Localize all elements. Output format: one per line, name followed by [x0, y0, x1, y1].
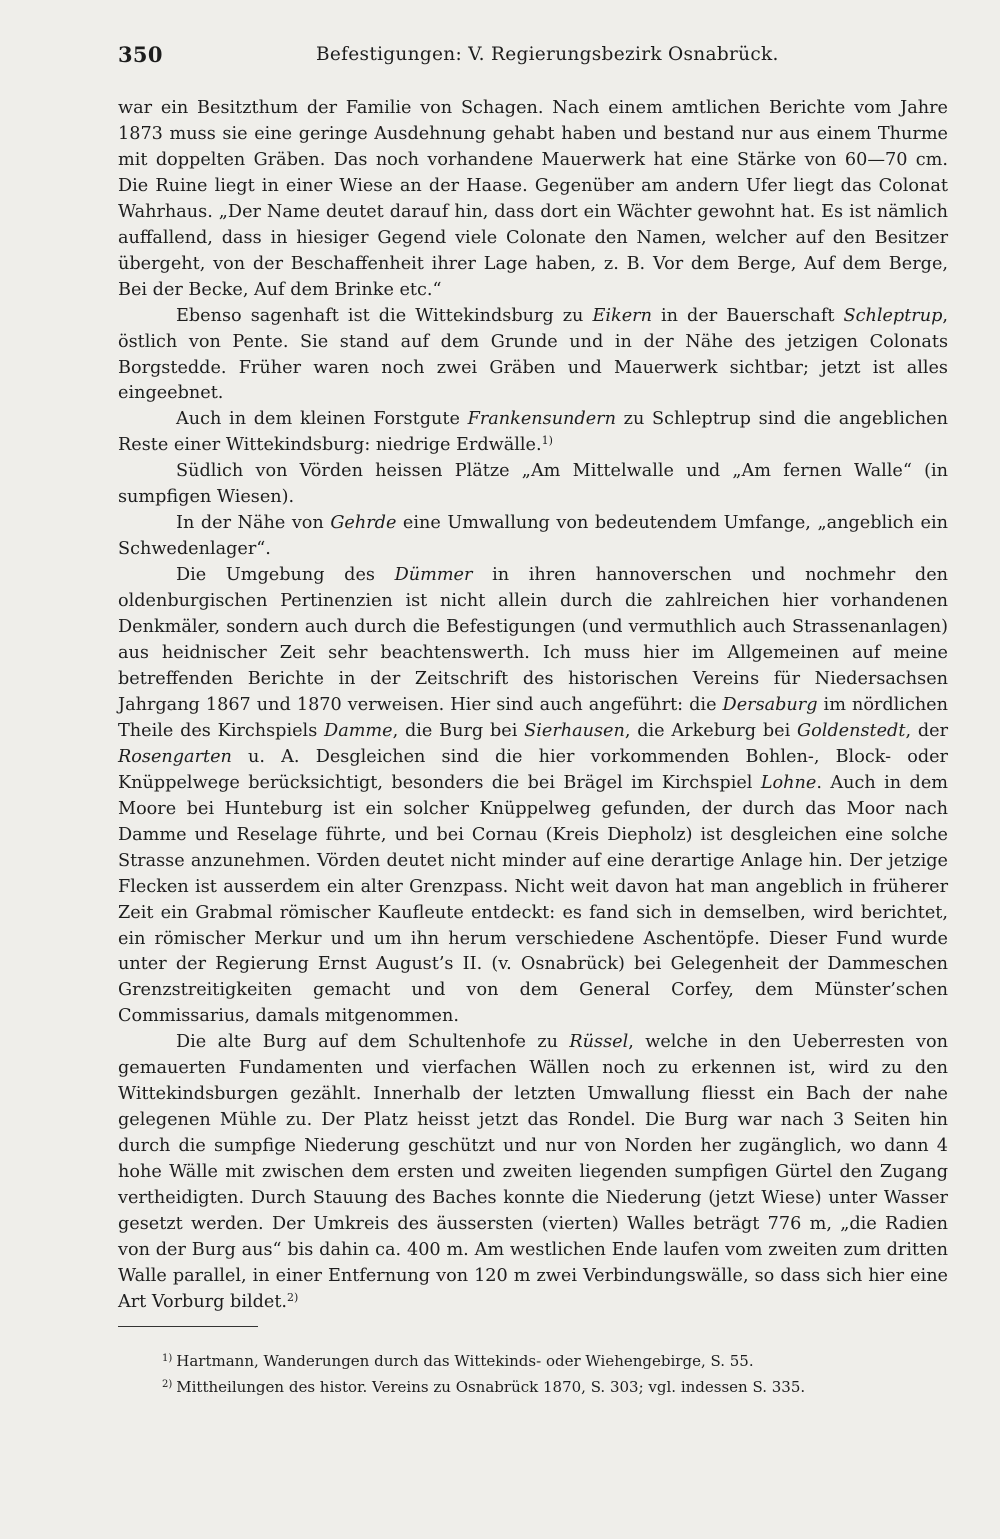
italic-text: Goldenstedt [797, 720, 906, 741]
text-run: eine Umwallung von bedeutendem Umfange, „angeblich ein Schwedenlager“. [118, 513, 948, 560]
italic-text: Schleptrup [843, 305, 943, 326]
text-run: war ein Besitzthum der Familie von Schagen. Nach einem amtlichen Berichte vom Jahre 1873 muss sie eine geringe Ausdehnung gehabt haben und bestand nur aus einem Thurme mit doppelten Gräben. Das noch vorhandene Mauerwerk hat eine Stärke von 60—70 cm. Die Ruine liegt in einer Wiese an der Haase. Gegenüber am andern Ufer liegt das Colonat Wahrhaus. „Der Name deutet darauf hin, dass dort ein Wächter gewohnt hat. Es ist nämlich auffallend, dass in hiesiger Gegend viele Colonate den Namen, welcher auf den Besitzer übergeht, von der Beschaffenheit ihrer Lage haben, z. B. Vor dem Berge, Auf dem Berge, Bei der Becke, Auf dem Brinke etc.“ [118, 98, 948, 300]
italic-text: Dümmer [394, 565, 473, 586]
text-run: , östlich von Pente. Sie stand auf dem Grunde und in der Nähe des jetzigen Colonats Borgstedde. Früher waren noch zwei Gräben und Mauerwerk sichtbar; jetzt ist alles eingeebnet. [118, 305, 948, 404]
italic-text: Rüssel [569, 1032, 629, 1053]
italic-text: Gehrde [330, 513, 397, 534]
text-run: Auch in dem kleinen Forstgute [176, 409, 468, 430]
paragraph [118, 511, 948, 563]
text-run: , die Burg bei [392, 720, 525, 741]
text-run: Die alte Burg auf dem Schultenhofe zu [176, 1032, 570, 1053]
text-run: Südlich von Vörden heissen Plätze „Am Mittelwalle und „Am fernen Walle“ (in sumpfigen Wiesen). [118, 461, 948, 508]
italic-text: Lohne [760, 772, 817, 793]
text-run: , die Arkeburg bei [624, 720, 798, 741]
footnotes [162, 1347, 902, 1399]
footnote-mark: 2) [162, 1379, 173, 1390]
body-text [118, 96, 948, 1316]
paragraph [118, 459, 948, 511]
footnote-reference: 1) [541, 434, 553, 448]
italic-text: Frankensundern [467, 409, 616, 430]
paragraph [118, 407, 948, 459]
running-title: Befestigungen: V. Regierungsbezirk Osnabrück. [316, 44, 779, 65]
text-run: Die Umgebung des [176, 565, 395, 586]
text-run: u. A. Desgleichen sind die hier vorkommenden Bohlen-, Block- oder Knüppelwege berücksichtigt, besonders die bei Brägel im Kirchspiel [118, 746, 948, 793]
footnote [162, 1347, 902, 1373]
text-run: . Auch in dem Moore bei Hunteburg ist ein solcher Knüppelweg gefunden, der durch das Moor nach Damme und Reselage führte, und bei Cornau (Kreis Diepholz) ist desgleichen eine solche Strasse anzunehmen. Vörden deutet nicht minder auf eine derartige Anlage hin. Der jetzige Flecken ist ausserdem ein alter Grenzpass. Nicht weit davon hat man angeblich in früherer Zeit ein Grabmal römischer Kaufleute entdeckt: es fand sich in demselben, wird berichtet, ein römischer Merkur und um ihn herum verschiedene Aschentöpfe. Dieser Fund wurde unter der Regierung Ernst August’s II. (v. Osnabrück) bei Gelegenheit der Dammeschen Grenzstreitigkeiten gemacht und von dem General Corfey, dem Münster’schen Commissarius, damals mitgenommen. [118, 772, 948, 1027]
text-run: im nördlichen Theile des Kirchspiels [118, 694, 948, 741]
text-run: In der Nähe von [176, 513, 331, 534]
paragraph [118, 304, 948, 408]
footnote-reference: 2) [287, 1290, 299, 1304]
italic-text: Eikern [592, 305, 652, 326]
footnote-text: Hartmann, Wanderungen durch das Wittekinds- oder Wiehengebirge, S. 55. [176, 1352, 754, 1370]
footnote [162, 1373, 902, 1399]
page-header [118, 42, 948, 72]
italic-text: Sierhausen [524, 720, 625, 741]
italic-text: Rosengarten [118, 746, 232, 767]
text-run: in der Bauerschaft [651, 305, 844, 326]
text-run: Ebenso sagenhaft ist die Wittekindsburg zu [176, 305, 593, 326]
paragraph [118, 96, 948, 304]
paragraph [118, 563, 948, 1030]
text-run: , welche in den Ueberresten von gemauerten Fundamenten und vierfachen Wällen noch zu erkennen ist, wird zu den Wittekindsburgen gezählt. Innerhalb der letzten Umwallung fliesst ein Bach der nahe gelegenen Mühle zu. Der Platz heisst jetzt das Rondel. Die Burg war nach 3 Seiten hin durch die sumpfige Niederung geschützt und nur von Norden her zugänglich, wo dann 4 hohe Wälle mit zwischen dem ersten und zweiten liegenden sumpfigen Gürtel den Zugang vertheidigten. Durch Stauung des Baches konnte die Niederung (jetzt Wiese) unter Wasser gesetzt werden. Der Umkreis des äussersten (vierten) Walles beträgt 776 m, „die Radien von der Burg aus“ bis dahin ca. 400 m. Am westlichen Ende laufen vom zweiten zum dritten Walle parallel, in einer Entfernung von 120 m zwei Verbindungswälle, so dass sich hier eine Art Vorburg bildet. [118, 1032, 948, 1312]
italic-text: Damme [324, 720, 393, 741]
page-number: 350 [118, 42, 163, 67]
text-run: in ihren hannoverschen und nochmehr den oldenburgischen Pertinenzien ist nicht allein durch die zahlreichen hier vorhandenen Denkmäler, sondern auch durch die Befestigungen (und vermuthlich auch Strassenanlagen) aus heidnischer Zeit sehr beachtenswerth. Ich muss hier im Allgemeinen auf meine betreffenden Berichte in der Zeitschrift des historischen Vereins für Niedersachsen Jahrgang 1867 und 1870 verweisen. Hier sind auch angeführt: die [118, 565, 948, 715]
italic-text: Dersaburg [722, 694, 818, 715]
paragraph [118, 1030, 948, 1315]
text-run: , der [905, 720, 949, 741]
footnote-text: Mittheilungen des histor. Vereins zu Osnabrück 1870, S. 303; vgl. indessen S. 335. [176, 1378, 806, 1396]
footnote-divider [118, 1326, 258, 1327]
footnote-mark: 1) [162, 1353, 173, 1364]
text-run: zu Schleptrup sind die angeblichen Reste einer Wittekindsburg: niedrige Erdwälle. [118, 409, 948, 456]
